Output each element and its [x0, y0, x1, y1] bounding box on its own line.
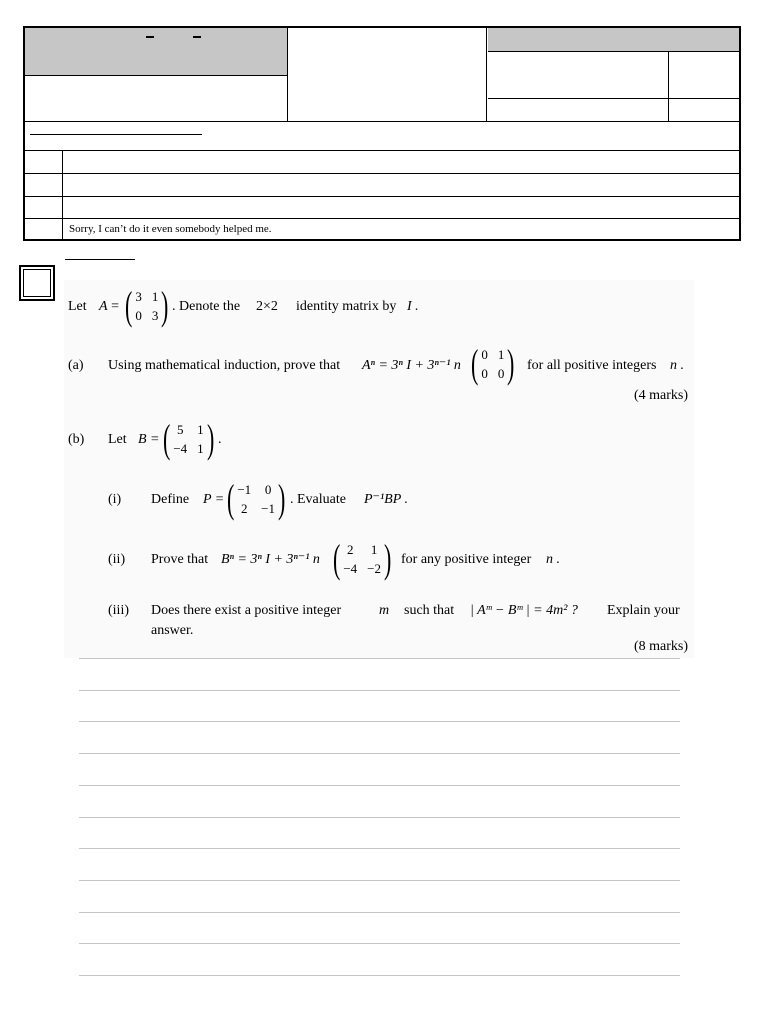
intro-A: A = — [99, 299, 119, 314]
part-b-ii-text: Prove that — [151, 552, 209, 567]
part-b-ii-n: n . — [546, 552, 560, 567]
header-divider — [486, 28, 487, 121]
answer-line[interactable] — [79, 975, 680, 976]
answer-line[interactable] — [79, 943, 680, 944]
part-a-marks: (4 marks) — [633, 388, 688, 403]
header-dash — [193, 36, 201, 38]
option-checkbox[interactable] — [25, 151, 62, 173]
intro-denote: . Denote the — [172, 299, 241, 314]
part-a-label: (a) — [68, 358, 84, 373]
answer-line[interactable] — [79, 848, 680, 849]
part-a-n: n . — [670, 358, 684, 373]
answer-line[interactable] — [79, 753, 680, 754]
matrix-A: ( 3 1 0 3 ) — [124, 283, 169, 328]
matrix-part-a: ( 0 1 0 0 ) — [470, 341, 515, 386]
part-b-iii-such-that: such that — [404, 603, 455, 618]
option-row-border — [25, 173, 739, 174]
matrix-part-b-ii: ( 2 1 −4 −2 ) — [332, 536, 392, 581]
part-b-i-expr: P⁻¹BP . — [364, 492, 408, 507]
part-b-iii-expr: | Aᵐ − Bᵐ | = 4m² ? — [470, 603, 578, 618]
part-b-iii-label: (iii) — [108, 603, 129, 618]
part-b-i-label: (i) — [108, 492, 122, 507]
part-b-iii-line2: answer. — [151, 623, 194, 638]
option-checkbox[interactable] — [25, 197, 62, 218]
answer-line[interactable] — [79, 658, 680, 659]
part-b-let: Let — [108, 432, 127, 447]
header-divider — [488, 98, 739, 99]
intro-size: 2×2 — [256, 299, 278, 314]
part-b-i-P: P = — [203, 492, 225, 507]
part-b-label: (b) — [68, 432, 85, 447]
part-b-i-define: Define — [151, 492, 190, 507]
part-b-iii-explain: Explain your — [607, 603, 680, 618]
answer-line[interactable] — [79, 690, 680, 691]
option-checkbox[interactable] — [25, 174, 62, 196]
part-b-B: B = — [138, 432, 160, 447]
part-a-formula: Aⁿ = 3ⁿ I + 3ⁿ⁻¹ n — [362, 358, 461, 373]
option-checkbox-divider — [62, 150, 63, 239]
matrix-B: ( 5 1 −4 1 ) — [162, 416, 215, 461]
part-b-i-evaluate: . Evaluate — [290, 492, 346, 507]
header-title-cell — [25, 28, 287, 76]
option-text: Sorry, I can’t do it even somebody helped me. — [69, 223, 272, 235]
intro-identity: identity matrix by — [296, 299, 397, 314]
part-b-ii-text-after: for any positive integer — [401, 552, 532, 567]
answer-line[interactable] — [79, 817, 680, 818]
matrix-P: ( −1 0 2 −1 ) — [226, 476, 286, 521]
answer-line[interactable] — [79, 721, 680, 722]
part-b-ii-label: (ii) — [108, 552, 126, 567]
part-b-ii-formula: Bⁿ = 3ⁿ I + 3ⁿ⁻¹ n — [221, 552, 320, 567]
header-dash — [146, 36, 154, 38]
part-b-iii-m: m — [379, 603, 390, 618]
question-number-box-inner — [23, 269, 51, 297]
part-a-text: Using mathematical induction, prove that — [108, 358, 341, 373]
answer-line[interactable] — [79, 880, 680, 881]
answer-line[interactable] — [79, 785, 680, 786]
part-a-text-after: for all positive integers — [527, 358, 657, 373]
header-divider — [287, 28, 288, 121]
header-score-cell — [488, 28, 739, 52]
answer-line[interactable] — [79, 912, 680, 913]
header-divider — [668, 52, 669, 121]
intro-I: I . — [407, 299, 419, 314]
option-row-border — [25, 196, 739, 197]
part-b-iii-line1: Does there exist a positive integer — [151, 603, 342, 618]
option-row-border — [25, 150, 739, 151]
part-b-period: . — [218, 432, 222, 447]
blank-label-line — [30, 134, 202, 135]
part-b-marks: (8 marks) — [633, 639, 688, 654]
option-row-border — [25, 218, 739, 219]
question-label-line — [65, 259, 135, 260]
option-checkbox[interactable] — [25, 219, 62, 239]
header-divider — [25, 121, 739, 122]
intro-let: Let — [68, 299, 87, 314]
